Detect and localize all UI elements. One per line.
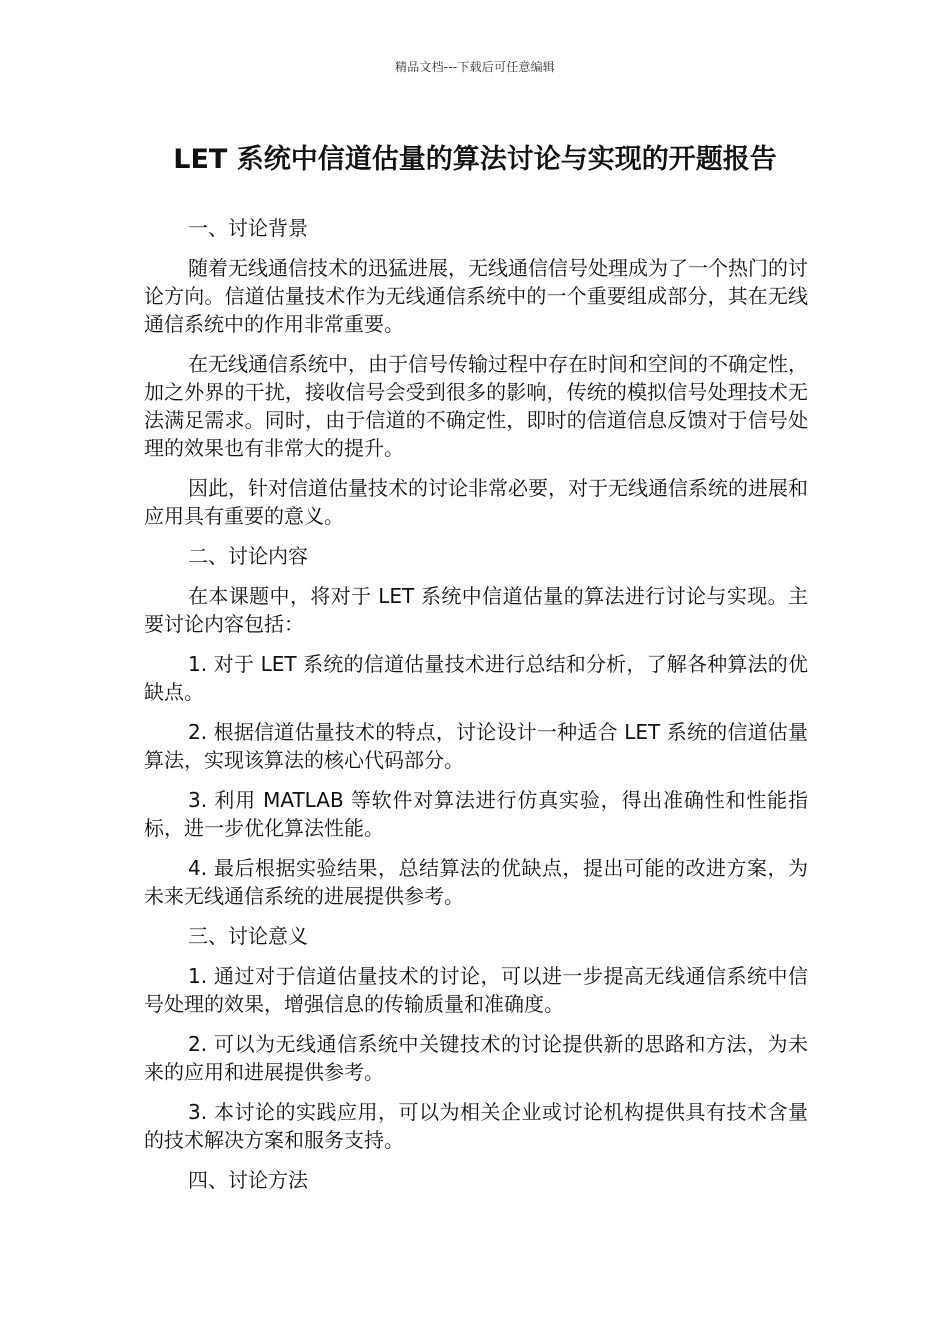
- paragraph: 在无线通信系统中，由于信号传输过程中存在时间和空间的不确定性，加之外界的干扰，接收信号会受到很多的影响，传统的模拟信号处理技术无法满足需求。同时，由于信道的不确定性，即时的信道信息反馈对于信号处理的效果也有非常大的提升。: [144, 352, 808, 460]
- list-item: 1. 通过对于信道估量技术的讨论，可以进一步提高无线通信系统中信号处理的效果，增强信息的传输质量和准确度。: [144, 964, 808, 1016]
- section-heading-content: 二、讨论内容: [188, 544, 308, 568]
- list-item: 1. 对于 LET 系统的信道估量技术进行总结和分析，了解各种算法的优缺点。: [144, 652, 808, 704]
- section-heading-method: 四、讨论方法: [188, 1168, 308, 1192]
- section-heading-significance: 三、讨论意义: [188, 924, 308, 948]
- paragraph: 因此，针对信道估量技术的讨论非常必要，对于无线通信系统的进展和应用具有重要的意义。: [144, 476, 808, 528]
- list-item: 2. 根据信道估量技术的特点，讨论设计一种适合 LET 系统的信道估量算法，实现该算法的核心代码部分。: [144, 720, 808, 772]
- document-title: LET 系统中信道估量的算法讨论与实现的开题报告: [173, 144, 777, 175]
- list-item: 3. 利用 MATLAB 等软件对算法进行仿真实验，得出准确性和性能指标，进一步优化算法性能。: [144, 788, 808, 840]
- section-heading-background: 一、讨论背景: [188, 216, 308, 240]
- list-item: 2. 可以为无线通信系统中关键技术的讨论提供新的思路和方法，为未来的应用和进展提供参考。: [144, 1032, 808, 1084]
- paragraph: 随着无线通信技术的迅猛进展，无线通信信号处理成为了一个热门的讨论方向。信道估量技术作为无线通信系统中的一个重要组成部分，其在无线通信系统中的作用非常重要。: [144, 256, 808, 336]
- list-item: 4. 最后根据实验结果，总结算法的优缺点，提出可能的改进方案，为未来无线通信系统的进展提供参考。: [144, 856, 808, 908]
- document-body: [144, 214, 808, 1206]
- paragraph: 在本课题中，将对于 LET 系统中信道估量的算法进行讨论与实现。主要讨论内容包括：: [144, 584, 808, 636]
- page-header: 精品文档---下载后可任意编辑: [395, 60, 555, 74]
- list-item: 3. 本讨论的实践应用，可以为相关企业或讨论机构提供具有技术含量的技术解决方案和服务支持。: [144, 1100, 808, 1152]
